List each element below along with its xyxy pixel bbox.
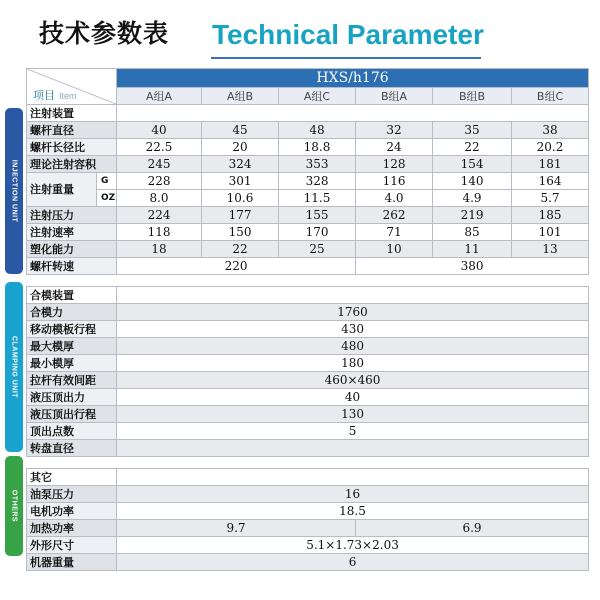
value-cell: 18.5 (117, 503, 589, 520)
value-cell: 85 (433, 224, 512, 241)
value-cell: 38 (512, 122, 589, 139)
row-label: 注射重量 (27, 173, 97, 207)
row-label: 螺杆长径比 (27, 139, 117, 156)
clamping-row (27, 389, 589, 406)
row-label: 理论注射容积 (27, 156, 117, 173)
value-cell: 11 (433, 241, 512, 258)
section-gap (27, 275, 589, 287)
clamping-row (27, 440, 589, 457)
value-cell: 5.1×1.73×2.03 (117, 537, 589, 554)
value-cell: 10.6 (202, 190, 279, 207)
row-label: 油泵压力 (27, 486, 117, 503)
section-gap (27, 457, 589, 469)
screw-speed-row (27, 258, 589, 275)
value-cell: 4.0 (356, 190, 433, 207)
value-cell: 35 (433, 122, 512, 139)
row-label: 最小模厚 (27, 355, 117, 372)
clamping-row (27, 355, 589, 372)
row-label: 转盘直径 (27, 440, 117, 457)
clamping-row (27, 423, 589, 440)
value-cell: 460×460 (117, 372, 589, 389)
section-title-injection: 注射装置 (27, 105, 117, 122)
value-cell: 18 (117, 241, 202, 258)
value-cell: 150 (202, 224, 279, 241)
value-cell: 177 (202, 207, 279, 224)
clamping-row (27, 321, 589, 338)
value-cell: 8.0 (117, 190, 202, 207)
column-header: B组C (512, 88, 589, 105)
value-cell: 5.7 (512, 190, 589, 207)
value-cell: 380 (356, 258, 589, 275)
value-cell: 155 (279, 207, 356, 224)
value-cell: 353 (279, 156, 356, 173)
motor-power-row (27, 503, 589, 520)
row-label: 合模力 (27, 304, 117, 321)
value-cell: 9.7 (117, 520, 356, 537)
machine-size-row (27, 537, 589, 554)
value-cell: 140 (433, 173, 512, 190)
value-cell: 32 (356, 122, 433, 139)
clamping-row (27, 304, 589, 321)
value-cell: 71 (356, 224, 433, 241)
value-cell: 480 (117, 338, 589, 355)
item-header-cell (27, 69, 117, 105)
clamping-row (27, 406, 589, 423)
value-cell: 48 (279, 122, 356, 139)
row-label: 加热功率 (27, 520, 117, 537)
page-title-cn: 技术参数表 (39, 19, 170, 48)
section-gap-cell (27, 275, 589, 287)
value-cell: 262 (356, 207, 433, 224)
column-header: B组B (433, 88, 512, 105)
item-label-cn: 项目 (33, 89, 55, 102)
value-cell: 10 (356, 241, 433, 258)
row-label: 液压顶出行程 (27, 406, 117, 423)
others-tab: OTHERS (5, 456, 23, 556)
unit-g: G (97, 173, 117, 190)
row-label: 液压顶出力 (27, 389, 117, 406)
others-title-row (27, 469, 589, 486)
injection-row (27, 156, 589, 173)
empty-cell (117, 469, 589, 486)
injection-row (27, 122, 589, 139)
value-cell: 4.9 (433, 190, 512, 207)
injection-row (27, 241, 589, 258)
row-label: 外形尺寸 (27, 537, 117, 554)
value-cell: 22 (433, 139, 512, 156)
column-header: A组A (117, 88, 202, 105)
value-cell: 18.8 (279, 139, 356, 156)
injection-row (27, 139, 589, 156)
value-cell: 22.5 (117, 139, 202, 156)
row-label: 螺杆转速 (27, 258, 117, 275)
row-label: 注射压力 (27, 207, 117, 224)
value-cell: 40 (117, 122, 202, 139)
row-label: 拉杆有效间距 (27, 372, 117, 389)
injection-title-row (27, 105, 589, 122)
value-cell: 116 (356, 173, 433, 190)
value-cell: 180 (117, 355, 589, 372)
row-label: 塑化能力 (27, 241, 117, 258)
value-cell: 324 (202, 156, 279, 173)
model-name: HXS/h176 (117, 69, 589, 88)
value-cell: 20 (202, 139, 279, 156)
clamping-row (27, 372, 589, 389)
row-label: 移动模板行程 (27, 321, 117, 338)
value-cell: 224 (117, 207, 202, 224)
value-cell: 16 (117, 486, 589, 503)
machine-weight-row (27, 554, 589, 571)
value-cell: 6 (117, 554, 589, 571)
value-cell: 25 (279, 241, 356, 258)
item-label-en: Item (59, 91, 77, 101)
value-cell: 40 (117, 389, 589, 406)
value-cell: 328 (279, 173, 356, 190)
page-title-en: Technical Parameter (212, 19, 484, 50)
column-header: B组A (356, 88, 433, 105)
value-cell: 301 (202, 173, 279, 190)
value-cell: 128 (356, 156, 433, 173)
heating-power-row (27, 520, 589, 537)
column-header: A组B (202, 88, 279, 105)
row-label: 机器重量 (27, 554, 117, 571)
value-cell: 101 (512, 224, 589, 241)
value-cell: 5 (117, 423, 589, 440)
diagonal-line (27, 69, 116, 104)
row-label: 电机功率 (27, 503, 117, 520)
injection-row (27, 207, 589, 224)
section-gap-cell (27, 457, 589, 469)
injection-weight-g-row (27, 173, 589, 190)
value-cell: 181 (512, 156, 589, 173)
row-label: 最大模厚 (27, 338, 117, 355)
row-label: 注射速率 (27, 224, 117, 241)
clamping-unit-tab: CLAMPING UNIT (5, 282, 23, 452)
pump-pressure-row (27, 486, 589, 503)
value-cell: 20.2 (512, 139, 589, 156)
title-underline (211, 57, 481, 59)
value-cell: 164 (512, 173, 589, 190)
unit-oz: OZ (97, 190, 117, 207)
row-label: 顶出点数 (27, 423, 117, 440)
injection-unit-tab: INJECTION UNIT (5, 108, 23, 274)
value-cell (117, 440, 589, 457)
value-cell: 185 (512, 207, 589, 224)
spec-table (26, 68, 589, 571)
value-cell: 6.9 (356, 520, 589, 537)
value-cell: 430 (117, 321, 589, 338)
clamping-title-row (27, 287, 589, 304)
value-cell: 130 (117, 406, 589, 423)
value-cell: 170 (279, 224, 356, 241)
value-cell: 220 (117, 258, 356, 275)
value-cell: 24 (356, 139, 433, 156)
injection-row (27, 224, 589, 241)
value-cell: 154 (433, 156, 512, 173)
injection-weight-oz-row (27, 190, 589, 207)
clamping-row (27, 338, 589, 355)
row-label: 螺杆直径 (27, 122, 117, 139)
section-title-others: 其它 (27, 469, 117, 486)
empty-cell (117, 287, 589, 304)
value-cell: 245 (117, 156, 202, 173)
value-cell: 13 (512, 241, 589, 258)
value-cell: 11.5 (279, 190, 356, 207)
value-cell: 219 (433, 207, 512, 224)
model-row (27, 69, 589, 88)
value-cell: 228 (117, 173, 202, 190)
value-cell: 45 (202, 122, 279, 139)
value-cell: 22 (202, 241, 279, 258)
column-header: A组C (279, 88, 356, 105)
section-title-clamping: 合模装置 (27, 287, 117, 304)
value-cell: 118 (117, 224, 202, 241)
value-cell: 1760 (117, 304, 589, 321)
